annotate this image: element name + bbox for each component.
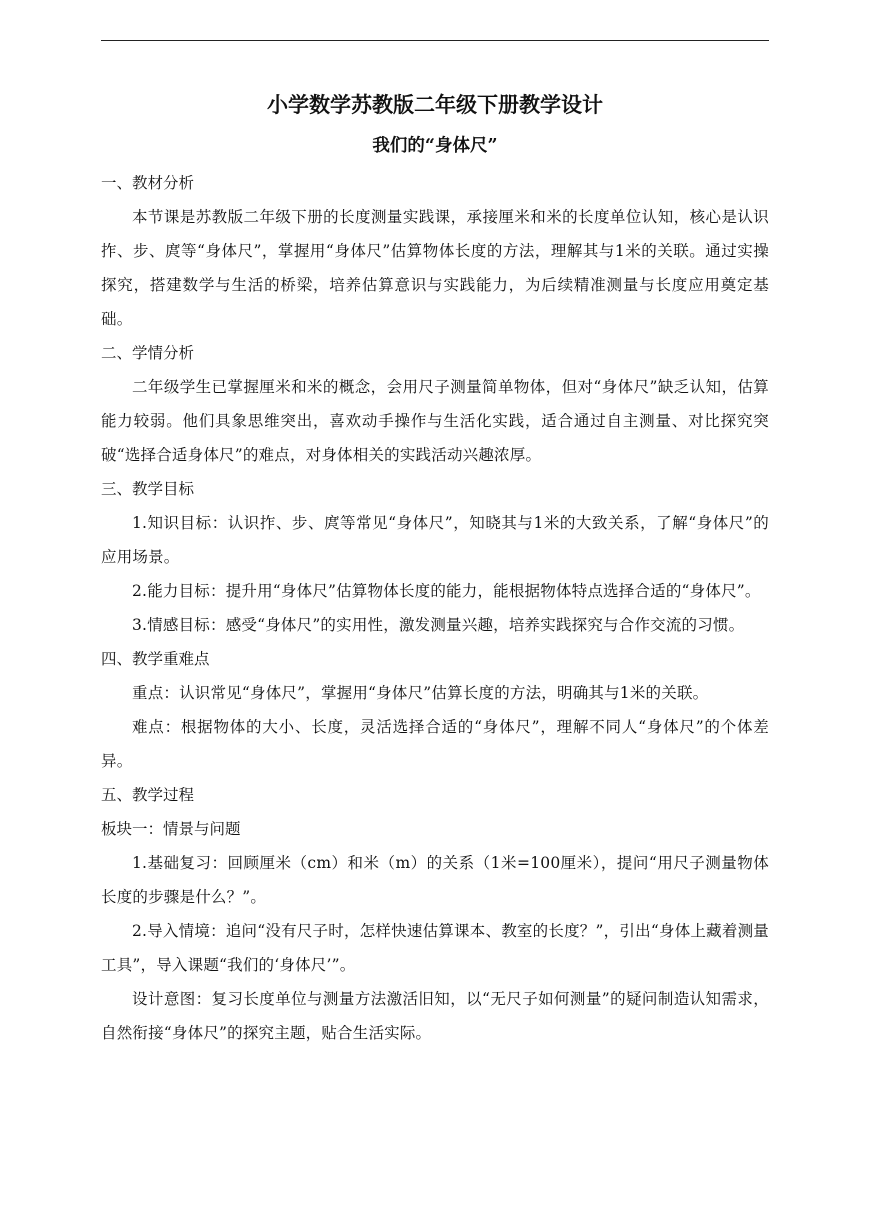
- paragraph-difficult-point: 难点：根据物体的大小、长度，灵活选择合适的“身体尺”，理解不同人“身体尺”的个体差异。: [101, 718, 769, 770]
- document-body: [101, 88, 769, 1050]
- paragraph-introduction: 2.导入情境：追问“没有尺子时，怎样快速估算课本、教室的长度？”，引出“身体上藏着测量工具”，导入课题“我们的‘身体尺’”。: [101, 922, 769, 974]
- paragraph-key-point: 重点：认识常见“身体尺”，掌握用“身体尺”估算长度的方法，明确其与1米的关联。: [132, 684, 709, 702]
- paragraph-goal-knowledge: 1.知识目标：认识拃、步、庹等常见“身体尺”，知晓其与1米的大致关系，了解“身体尺”的应用场景。: [101, 514, 769, 566]
- section-heading-goals: 三、教学目标: [101, 480, 195, 498]
- document-title: 小学数学苏教版二年级下册教学设计: [267, 92, 603, 117]
- paragraph-students: 二年级学生已掌握厘米和米的概念，会用尺子测量简单物体，但对“身体尺”缺乏认知，估算能力较弱。他们具象思维突出，喜欢动手操作与生活化实践，适合通过自主测量、对比探究突破“选择合适身体尺”的难点，对身体相关的实践活动兴趣浓厚。: [101, 378, 769, 464]
- paragraph-goal-ability: 2.能力目标：提升用“身体尺”估算物体长度的能力，能根据物体特点选择合适的“身体尺”。: [132, 582, 761, 600]
- section-heading-key-points: 四、教学重难点: [101, 650, 210, 668]
- lesson-subtitle: 我们的“身体尺”: [372, 136, 498, 156]
- module-heading-1: 板块一：情景与问题: [101, 820, 241, 838]
- paragraph-design-intent: 设计意图：复习长度单位与测量方法激活旧知，以“无尺子如何测量”的疑问制造认知需求，自然衔接“身体尺”的探究主题，贴合生活实际。: [101, 990, 769, 1042]
- paragraph-goal-emotion: 3.情感目标：感受“身体尺”的实用性，激发测量兴趣，培养实践探究与合作交流的习惯。: [132, 616, 745, 634]
- section-heading-process: 五、教学过程: [101, 786, 195, 804]
- paragraph-review: 1.基础复习：回顾厘米（cm）和米（m）的关系（1米=100厘米），提问“用尺子测量物体长度的步骤是什么？”。: [101, 854, 769, 906]
- section-heading-students: 二、学情分析: [101, 344, 195, 362]
- section-heading-analysis: 一、教材分析: [101, 174, 195, 192]
- header-rule: [101, 40, 769, 41]
- paragraph-analysis: 本节课是苏教版二年级下册的长度测量实践课，承接厘米和米的长度单位认知，核心是认识拃、步、庹等“身体尺”，掌握用“身体尺”估算物体长度的方法，理解其与1米的关联。通过实操探究，搭建数学与生活的桥梁，培养估算意识与实践能力，为后续精准测量与长度应用奠定基础。: [101, 208, 769, 328]
